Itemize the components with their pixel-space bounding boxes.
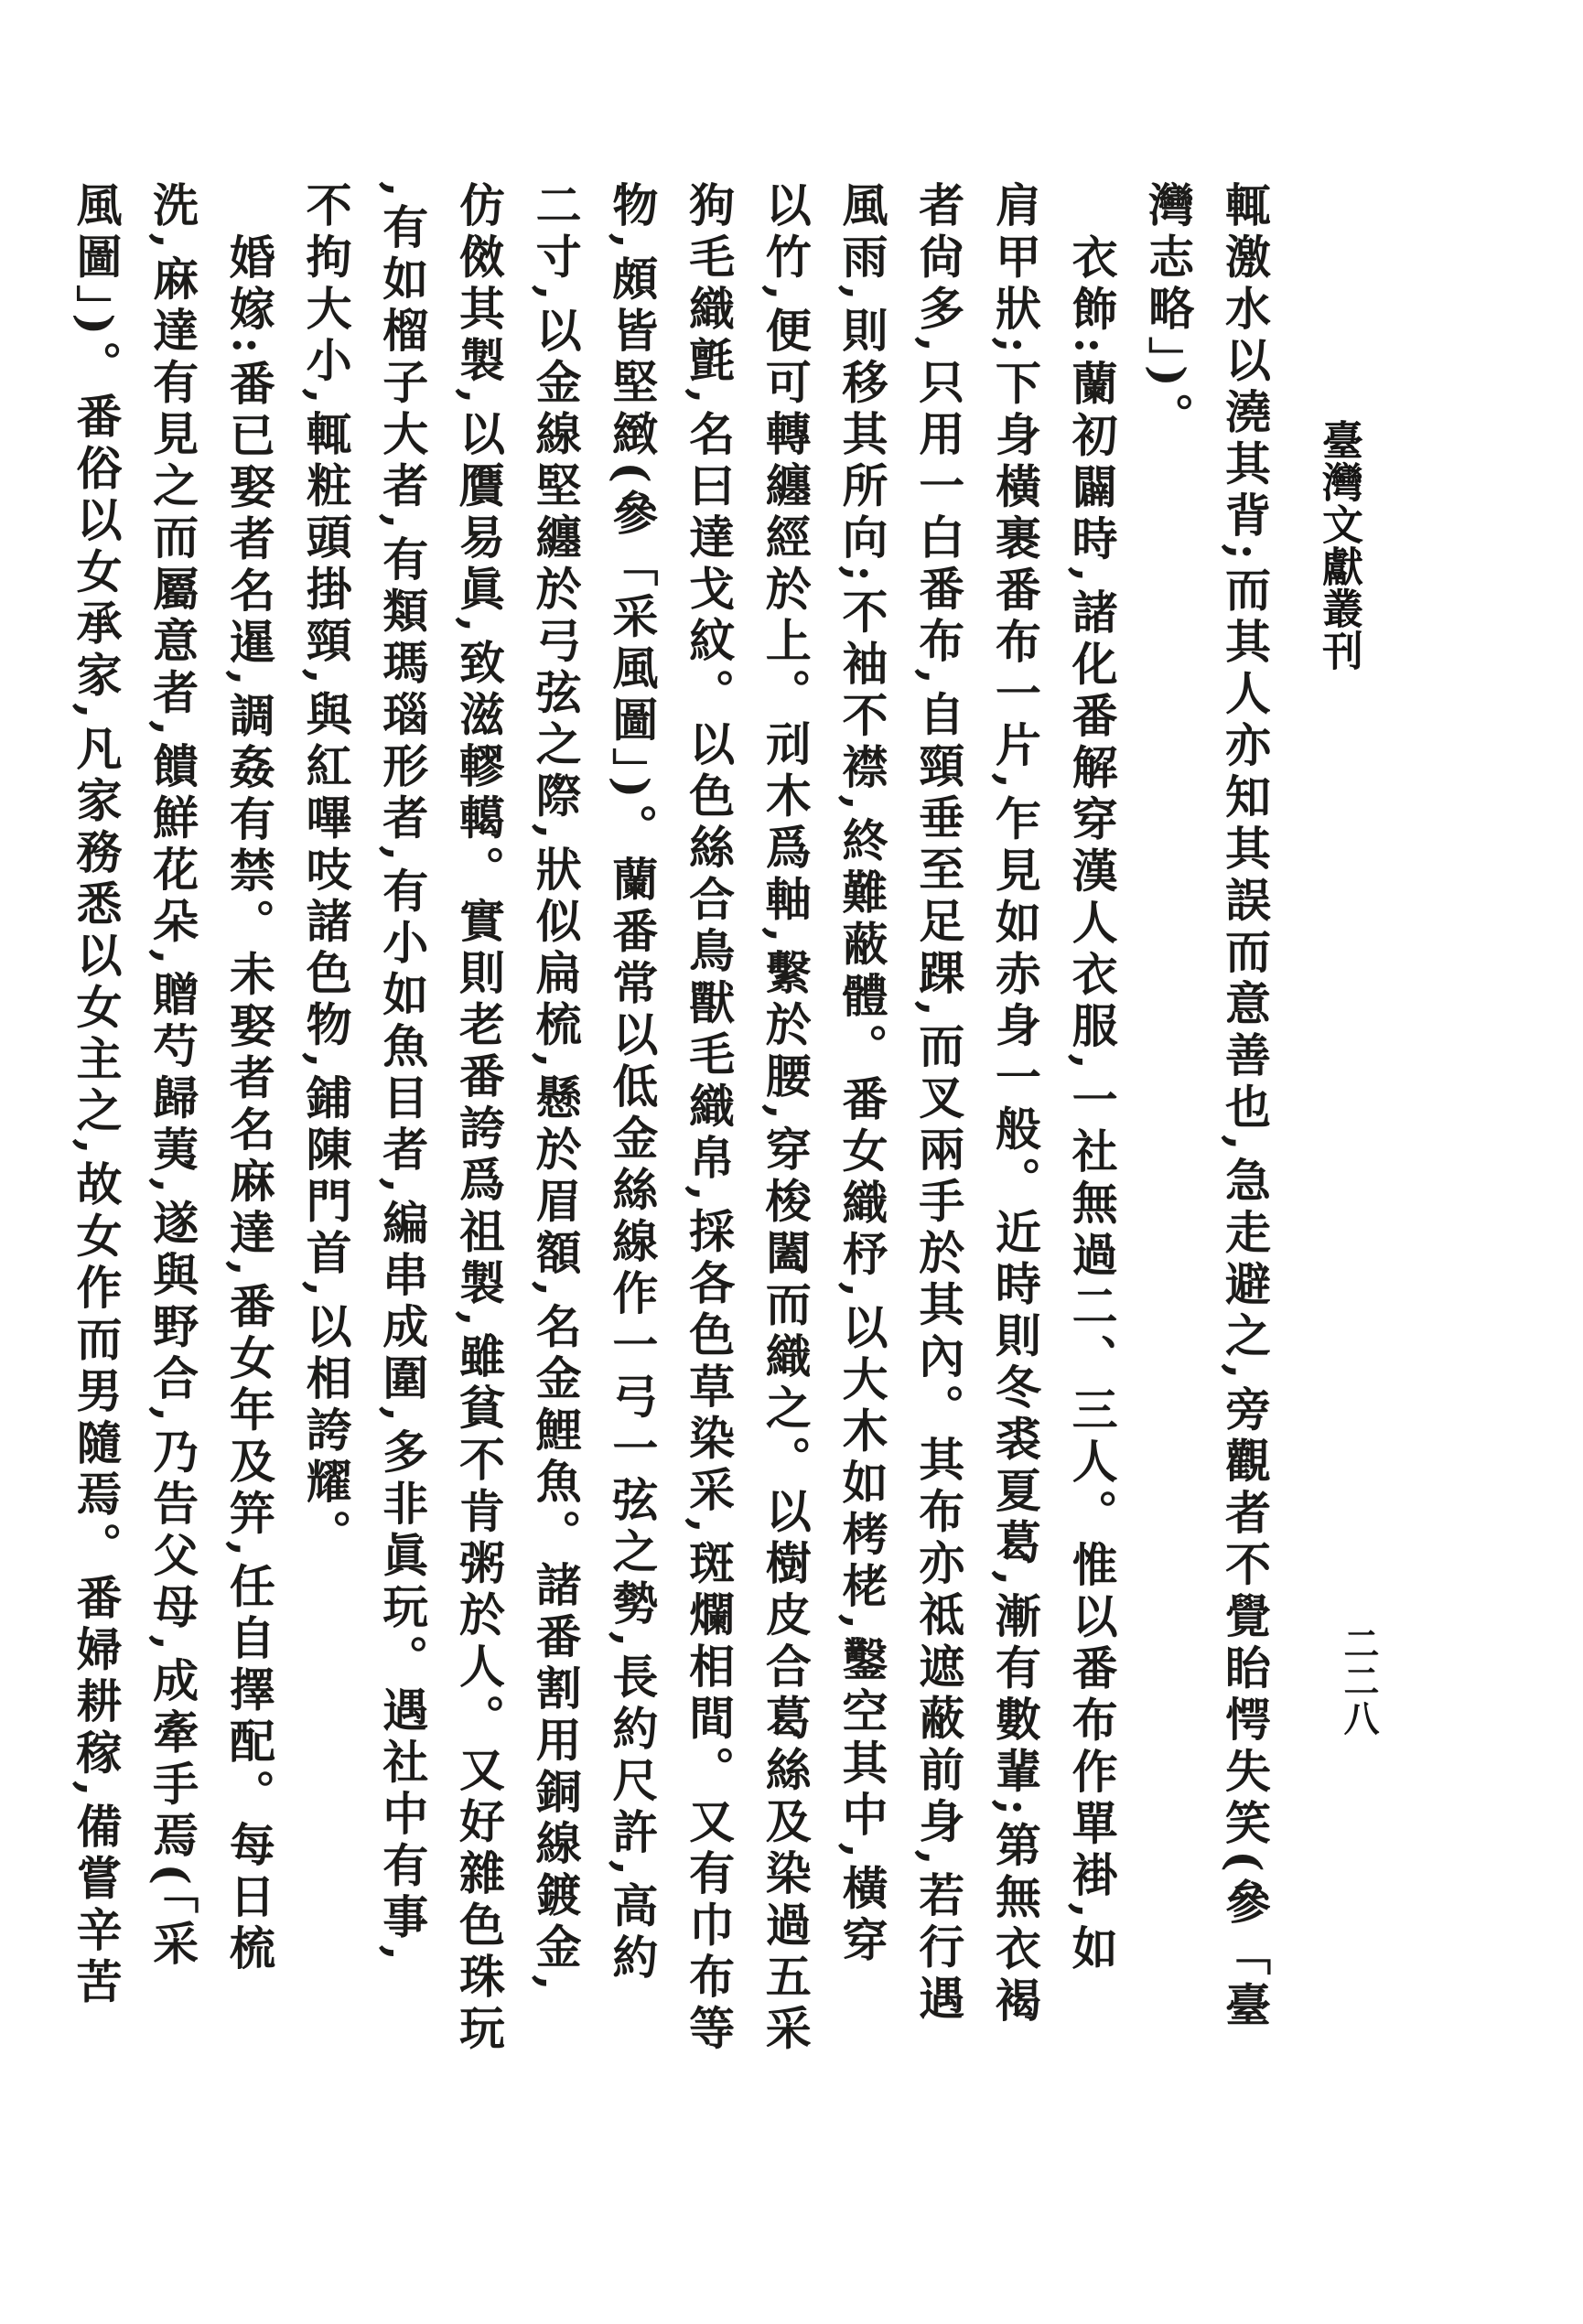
text-column-12: ,有如榴子大者,有類瑪瑙形者,有小如魚目者,編串成圍,多非眞玩。遇社中有事,: [375, 181, 430, 1967]
text-column-8: 狗毛織氈,名曰達戈紋。以色絲合鳥獸毛織帛,採各色草染采,斑爛相間。又有巾布等: [682, 181, 737, 2057]
text-column-9: 物,頗皆堅緻(參「采風圖」)。蘭番常以低金絲線作一弓一弦之勢,長約尺許,高約: [605, 181, 660, 1985]
page-number: 二二八: [1338, 1625, 1380, 1738]
text-column-11: 仿傚其製,以贋易眞,致滋轇轕。實則老番誇爲祖製,雖貧不肯粥於人。又好雜色珠玩: [451, 181, 506, 2057]
body-text-block: [57, 181, 1283, 2167]
text-column-6: 風雨,則移其所向;不袖不襟,終難蔽體。番女織杼,以大木如栲栳,鑿空其中,橫穿: [835, 181, 889, 1968]
text-column-1: 輒激水以澆其背;而其人亦知其誤而意善也,急走避之,旁觀者不覺眙愕失笑(參「臺: [1218, 181, 1272, 2033]
text-column-16: 風圖」)。番俗以女承家,凡家務悉以女主之,故女作而男隨焉。番婦耕稼,備嘗辛苦: [69, 181, 124, 2009]
text-column-2: 灣志略」)。: [1141, 181, 1196, 445]
text-column-15: 洗,麻達有見之而屬意者,饋鮮花朵,贈芍歸荑,遂與野合,乃告父母,成牽手焉(「采: [145, 181, 200, 1972]
text-column-10: 二寸,以金線堅纏於弓弦之際,狀似扁梳,懸於眉額,名金鯉魚。諸番割用銅線鍍金,: [528, 181, 583, 1997]
text-column-5: 者尙多,只用一白番布,自頸垂至足踝,而叉兩手於其內。其布亦祗遮蔽前身,若行遇: [911, 181, 966, 2027]
text-column-13: 不拘大小,輒粧頭掛頸,與紅嗶吱諸色物,鋪陳門首,以相誇耀。: [298, 181, 353, 1562]
text-column-4: 肩甲狀;下身橫裹番布一片,乍見如赤身一般。近時則冬裘夏葛,漸有數輩;第無衣褐: [987, 181, 1042, 2028]
text-column-7: 以竹,便可轉纏經於上。刓木爲軸,繫於腰,穿梭闔而織之。以樹皮合葛絲及染過五采: [758, 181, 813, 2057]
text-column-3: 衣飾:蘭初闢時,諸化番解穿漢人衣服,一社無過二、三人。惟以番布作單褂,如: [1064, 233, 1119, 1976]
text-column-14: 婚嫁:番已娶者名暹,調姦有禁。未娶者名麻達,番女年及笄,任自擇配。每日梳: [221, 233, 276, 1976]
running-title: 臺灣文獻叢刊: [1315, 419, 1363, 672]
